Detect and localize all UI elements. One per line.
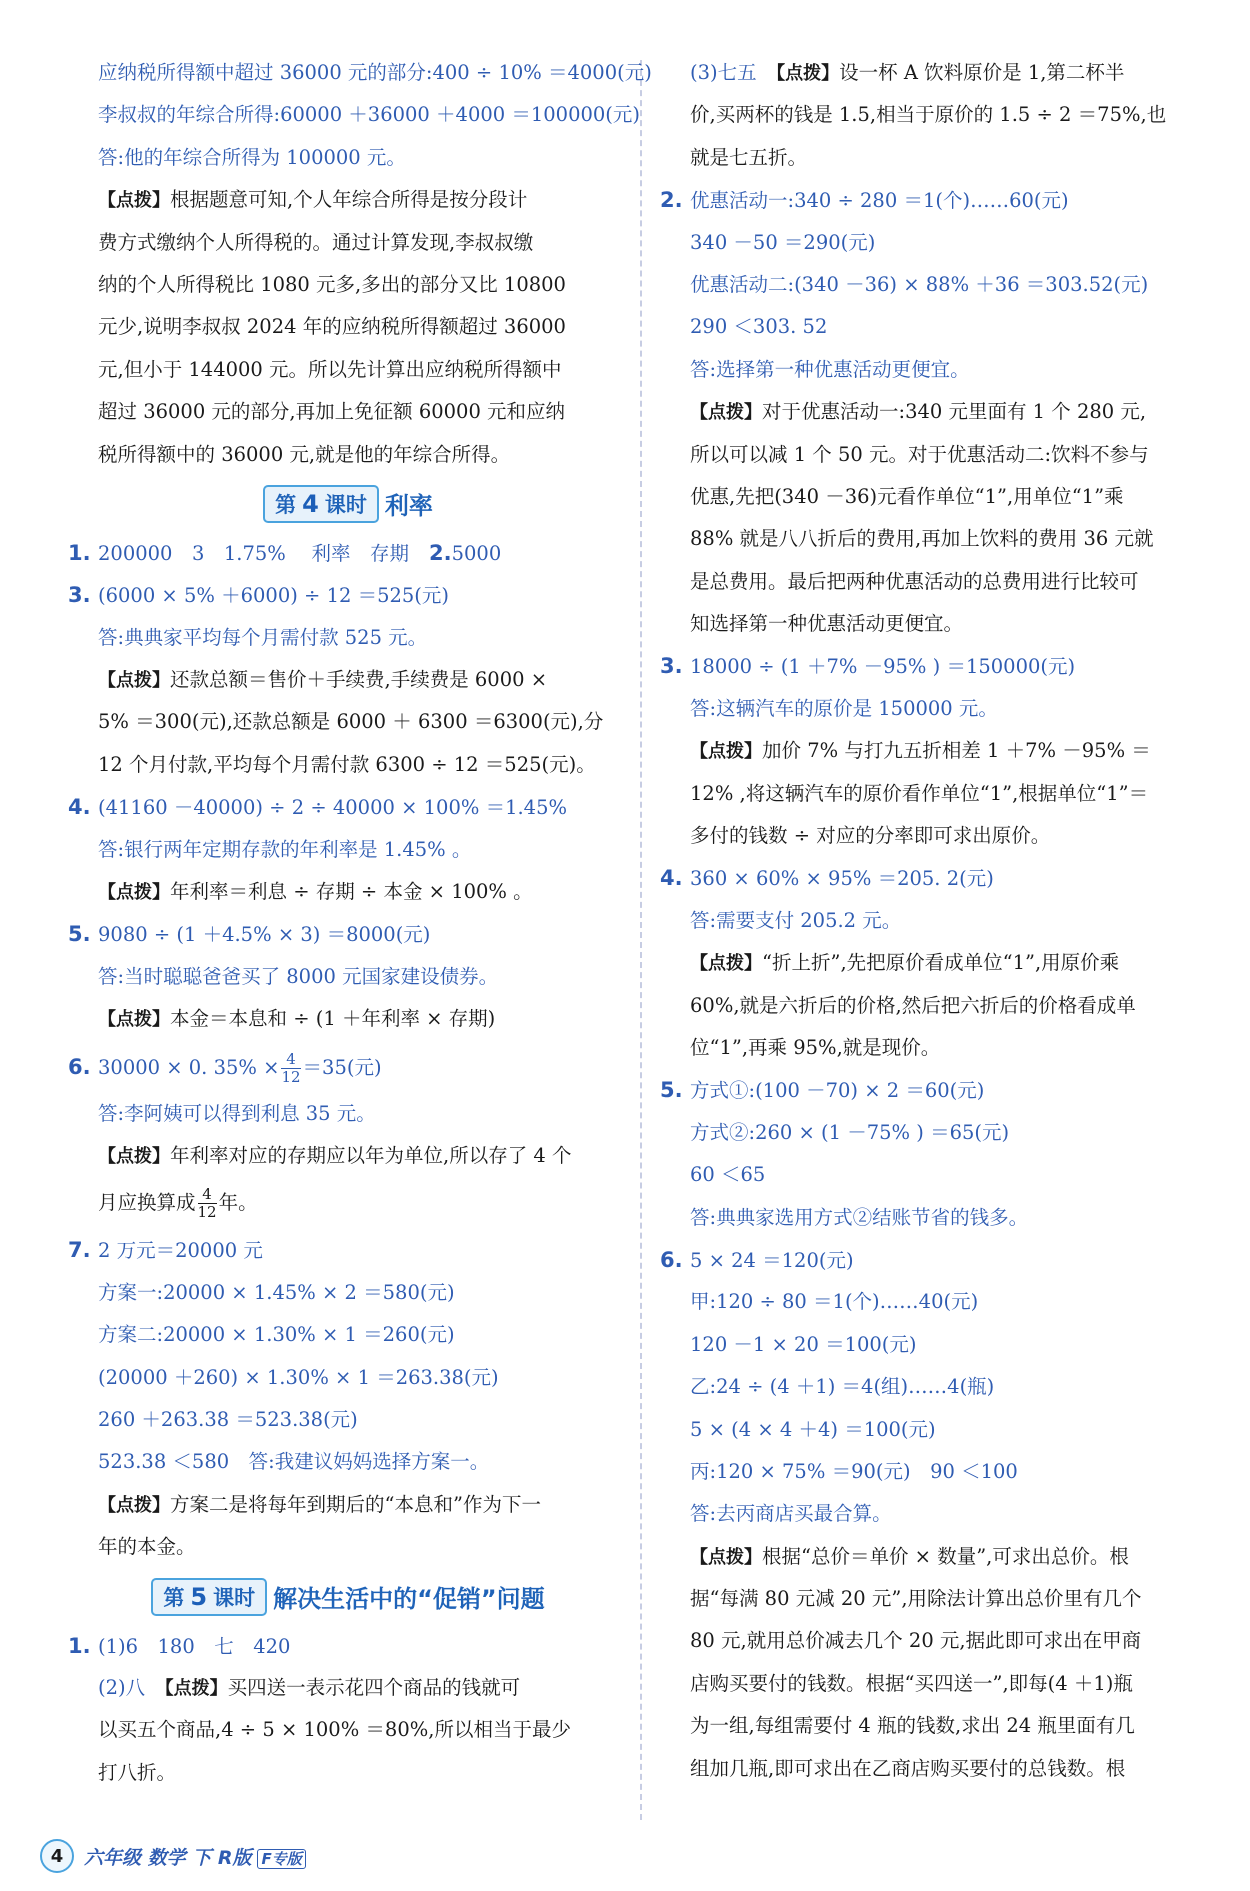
section-heading-4 (68, 476, 628, 532)
answer-line: 120 －1 × 20 ＝100(元) (690, 1332, 917, 1356)
tip-line: 【点拨】对于优惠活动一:340 元里面有 1 个 280 元, (690, 400, 1147, 424)
answer-line: 答:需要支付 205.2 元。 (690, 908, 902, 932)
tip-line: 12 个月付款,平均每个月需付款 6300 ÷ 12 ＝525(元)。 (98, 752, 596, 776)
tip-line: 打八折。 (98, 1760, 177, 1784)
answer-line: 答:选择第一种优惠活动更便宜。 (690, 357, 970, 381)
answer-line: 李叔叔的年综合所得:60000 ＋36000 ＋4000 ＝100000(元) (98, 103, 641, 127)
tip-line: 88% 就是八八折后的费用,再加上饮料的费用 36 元就 (690, 527, 1154, 551)
question-5: 5. 9080 ÷ (1 ＋4.5% × 3) ＝8000(元) (68, 922, 431, 947)
tip-line: 纳的个人所得税比 1080 元多,多出的部分又比 10800 (98, 272, 566, 296)
tip-line: 优惠,先把(340 －36)元看作单位“1”,用单位“1”乘 (690, 484, 1124, 508)
question-3: 3. (6000 × 5% ＋6000) ÷ 12 ＝525(元) (68, 583, 450, 608)
tip-line: 元少,说明李叔叔 2024 年的应纳税所得额超过 36000 (98, 315, 566, 339)
answer-line: 丙:120 × 75% ＝90(元) 90 ＜100 (690, 1459, 1018, 1483)
tip-line: 超过 36000 元的部分,再加上免征额 60000 元和应纳 (98, 400, 566, 424)
answer-line: 5 × (4 × 4 ＋4) ＝100(元) (690, 1417, 936, 1441)
tip-line: 多付的钱数 ÷ 对应的分率即可求出原价。 (690, 824, 1051, 848)
column-divider (640, 60, 642, 1820)
tip-line: 80 元,就用总价减去几个 20 元,据此即可求出在甲商 (690, 1629, 1142, 1653)
tip-line: 年的本金。 (98, 1535, 196, 1559)
tip-line: 5% ＝300(元),还款总额是 6000 ＋ 6300 ＝6300(元),分 (98, 710, 604, 734)
section-heading-5 (68, 1569, 628, 1625)
answer-line: 523.38 ＜580 答:我建议妈妈选择方案一。 (98, 1450, 490, 1474)
tip-line: 【点拨】还款总额＝售价＋手续费,手续费是 6000 × (98, 668, 548, 692)
answer-line: 60 ＜65 (690, 1163, 766, 1187)
answer-line: 答:典典家选用方式②结账节省的钱多。 (690, 1205, 1029, 1229)
question-1: 1. (1)6 180 七 420 (68, 1633, 291, 1658)
tip-line: 价,买两杯的钱是 1.5,相当于原价的 1.5 ÷ 2 ＝75%,也 (690, 103, 1167, 127)
tip-line: 【点拨】本金＝本息和 ÷ (1 ＋年利率 × 存期) (98, 1007, 496, 1031)
section-title: 解决生活中的“促销”问题 (273, 1585, 545, 1613)
lesson-badge: 第 4 课时 (263, 485, 379, 523)
question-7: 7. 2 万元＝20000 元 (68, 1238, 263, 1263)
answer-line: (20000 ＋260) × 1.30% × 1 ＝263.38(元) (98, 1365, 499, 1389)
question-2: 2. 优惠活动一:340 ÷ 280 ＝1(个)……60(元) (660, 188, 1069, 213)
answer-line: 答:银行两年定期存款的年利率是 1.45% 。 (98, 837, 472, 861)
answer-line: 方案一:20000 × 1.45% × 2 ＝580(元) (98, 1280, 455, 1304)
question-5: 5. 方式①:(100 －70) × 2 ＝60(元) (660, 1078, 985, 1103)
question-6: 6. 5 × 24 ＝120(元) (660, 1247, 854, 1272)
answer-line: 方式②:260 × (1 －75% ) ＝65(元) (690, 1120, 1010, 1144)
tip-line: 60%,就是六折后的价格,然后把六折后的价格看成单 (690, 993, 1136, 1017)
tip-line: 为一组,每组需要付 4 瓶的钱数,求出 24 瓶里面有几 (690, 1714, 1135, 1738)
answer-line: 290 ＜303. 52 (690, 315, 828, 339)
tip-line: 费方式缴纳个人所得税的。通过计算发现,李叔叔缴 (98, 230, 534, 254)
tip-line: 组加几瓶,即可求出在乙商店购买要付的总钱数。根 (690, 1756, 1126, 1780)
answer-line: 260 ＋263.38 ＝523.38(元) (98, 1407, 358, 1431)
tip-line: 【点拨】年利率对应的存期应以年为单位,所以存了 4 个 (98, 1143, 572, 1167)
answer-line: 甲:120 ÷ 80 ＝1(个)……40(元) (690, 1290, 979, 1314)
tip-line: 12% ,将这辆汽车的原价看作单位“1”,根据单位“1”＝ (690, 781, 1149, 805)
answer-line: 答:这辆汽车的原价是 150000 元。 (690, 696, 998, 720)
tip-line: 所以可以减 1 个 50 元。对于优惠活动二:饮料不参与 (690, 442, 1149, 466)
edition-badge: F专版 (257, 1849, 305, 1869)
tip-line: 据“每满 80 元减 20 元”,用除法计算出总价里有几个 (690, 1587, 1142, 1611)
section-title: 利率 (384, 492, 433, 521)
tip-line: 【点拨】根据“总价＝单价 × 数量”,可求出总价。根 (690, 1544, 1129, 1568)
tip-line: 【点拨】根据题意可知,个人年综合所得是按分段计 (98, 188, 528, 212)
tip-line: (3)七五 【点拨】设一杯 A 饮料原价是 1,第二杯半 (690, 61, 1125, 84)
question-4: 4. (41160 －40000) ÷ 2 ÷ 40000 × 100% ＝1.45% (68, 795, 568, 820)
tip-line: 【点拨】年利率＝利息 ÷ 存期 ÷ 本金 × 100% 。 (98, 880, 533, 904)
answer-line: 乙:24 ÷ (4 ＋1) ＝4(组)……4(瓶) (690, 1375, 995, 1399)
tip-line: 月应换算成 $\frac{4}{12}$ 年。 (98, 1185, 258, 1222)
tip-label: 【点拨】 (98, 190, 170, 212)
question-1: 1. 200000 3 1.75% 利率 存期 2.5000 (68, 540, 502, 565)
answer-line: 答:当时聪聪爸爸买了 8000 元国家建设债券。 (98, 964, 499, 988)
tip-line: 店购买要付的钱数。根据“买四送一”,即每(4 ＋1)瓶 (690, 1671, 1133, 1695)
question-4: 4. 360 × 60% × 95% ＝205. 2(元) (660, 866, 994, 891)
tip-line: 以买五个商品,4 ÷ 5 × 100% ＝80%,所以相当于最少 (98, 1718, 571, 1742)
answer-line: 答:典典家平均每个月需付款 525 元。 (98, 625, 428, 649)
question-3: 3. 18000 ÷ (1 ＋7% －95% ) ＝150000(元) (660, 654, 1076, 679)
page-footer (40, 1836, 306, 1876)
tip-line: 【点拨】方案二是将每年到期后的“本息和”作为下一 (98, 1492, 541, 1516)
answer-line: 优惠活动二:(340 －36) × 88% ＋36 ＝303.52(元) (690, 272, 1149, 296)
answer-line: 答:李阿姨可以得到利息 35 元。 (98, 1101, 376, 1125)
tip-line: (2)八 【点拨】买四送一表示花四个商品的钱就可 (98, 1675, 521, 1699)
fraction: $\frac{4}{12}$ (281, 1049, 301, 1086)
tip-line: 【点拨】“折上折”,先把原价看成单位“1”,用原价乘 (690, 951, 1120, 975)
left-column (68, 52, 652, 1794)
series-label: 六年级 数学 下 R版 F专版 (84, 1843, 306, 1870)
answer-line: 应纳税所得额中超过 36000 元的部分:400 ÷ 10% ＝4000(元) (98, 61, 652, 84)
tip-line: 位“1”,再乘 95%,就是现价。 (690, 1035, 941, 1059)
tip-line: 元,但小于 144000 元。所以先计算出应纳税所得额中 (98, 357, 562, 381)
answer-line: 340 －50 ＝290(元) (690, 230, 876, 254)
answer-line: 答:他的年综合所得为 100000 元。 (98, 145, 406, 169)
tip-line: 就是七五折。 (690, 145, 808, 169)
right-column (660, 52, 1200, 1790)
tip-line: 是总费用。最后把两种优惠活动的总费用进行比较可 (690, 569, 1139, 593)
answer-line: 答:去丙商店买最合算。 (690, 1502, 892, 1526)
answer-line: 方案二:20000 × 1.30% × 1 ＝260(元) (98, 1323, 455, 1347)
tip-line: 知选择第一种优惠活动更便宜。 (690, 612, 964, 636)
fraction: $\frac{4}{12}$ (197, 1185, 217, 1222)
tip-line: 税所得额中的 36000 元,就是他的年综合所得。 (98, 442, 511, 466)
lesson-badge: 第 5 课时 (151, 1578, 267, 1616)
tip-line: 【点拨】加价 7% 与打九五折相差 1 ＋7% －95% ＝ (690, 739, 1151, 763)
question-6: 6. 30000 × 0. 35% × $\frac{4}{12}$ ＝35(元) (68, 1049, 382, 1086)
page-number: 4 (40, 1839, 74, 1873)
